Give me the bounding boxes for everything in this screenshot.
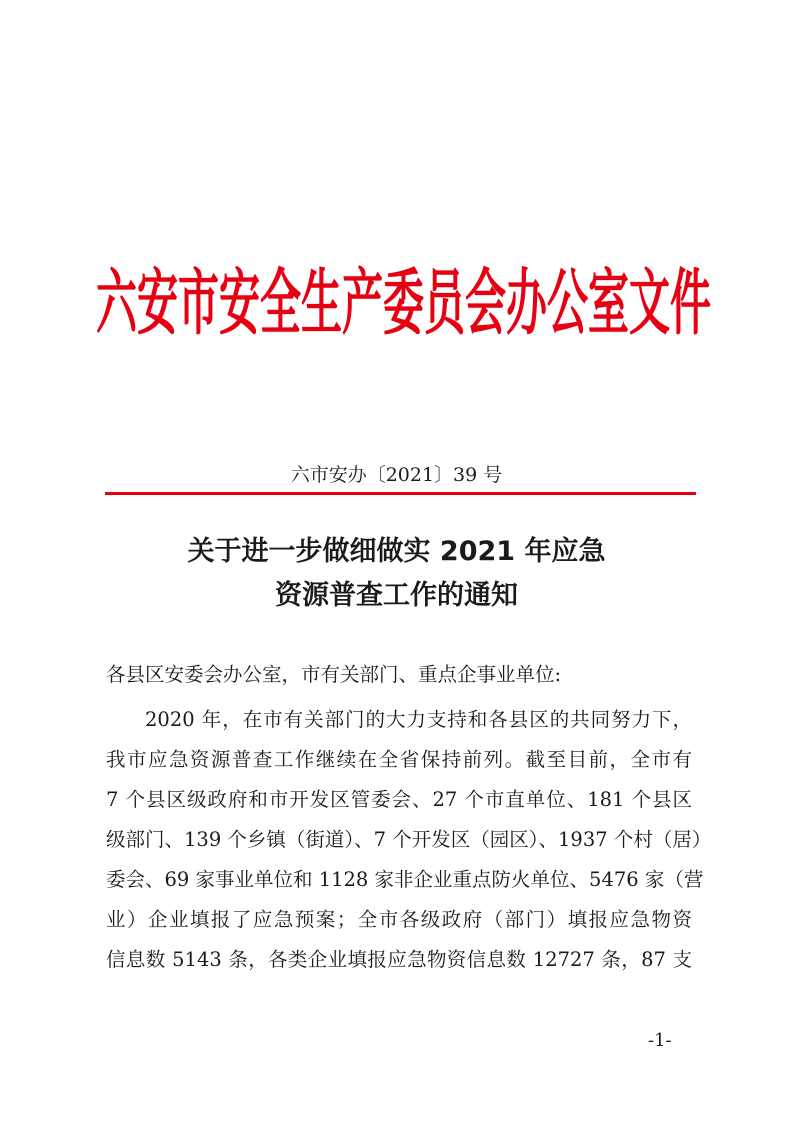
paragraph-line: 业）企业填报了应急预案；全市各级政府（部门）填报应急物资 <box>106 908 692 931</box>
document-number: 六市安办〔2021〕39 号 <box>290 464 503 486</box>
salutation: 各县区安委会办公室，市有关部门、重点企事业单位: <box>106 663 562 686</box>
paragraph-line: 委会、69 家事业单位和 1128 家非企业重点防火单位、5476 家（营 <box>106 868 704 891</box>
paragraph-line: 级部门、139 个乡镇（街道）、7 个开发区（园区）、1937 个村（居） <box>106 828 712 851</box>
masthead-title: 六安市安全生产委员会办公室文件 <box>96 261 711 345</box>
document-title-line-1: 关于进一步做细做实 2021 年应急 <box>187 536 606 567</box>
paragraph-line: 2020 年，在市有关部门的大力支持和各县区的共同努力下， <box>145 708 692 731</box>
page-number: -1- <box>648 1030 672 1051</box>
document-title-line-2: 资源普查工作的通知 <box>275 580 518 611</box>
paragraph-line: 信息数 5143 条，各类企业填报应急物资信息数 12727 条，87 支 <box>106 948 692 971</box>
paragraph-line: 7 个县区级政府和市开发区管委会、27 个市直单位、181 个县区 <box>106 788 692 811</box>
red-divider-line <box>105 492 696 495</box>
paragraph-line: 我市应急资源普查工作继续在全省保持前列。截至目前，全市有 <box>106 748 692 771</box>
